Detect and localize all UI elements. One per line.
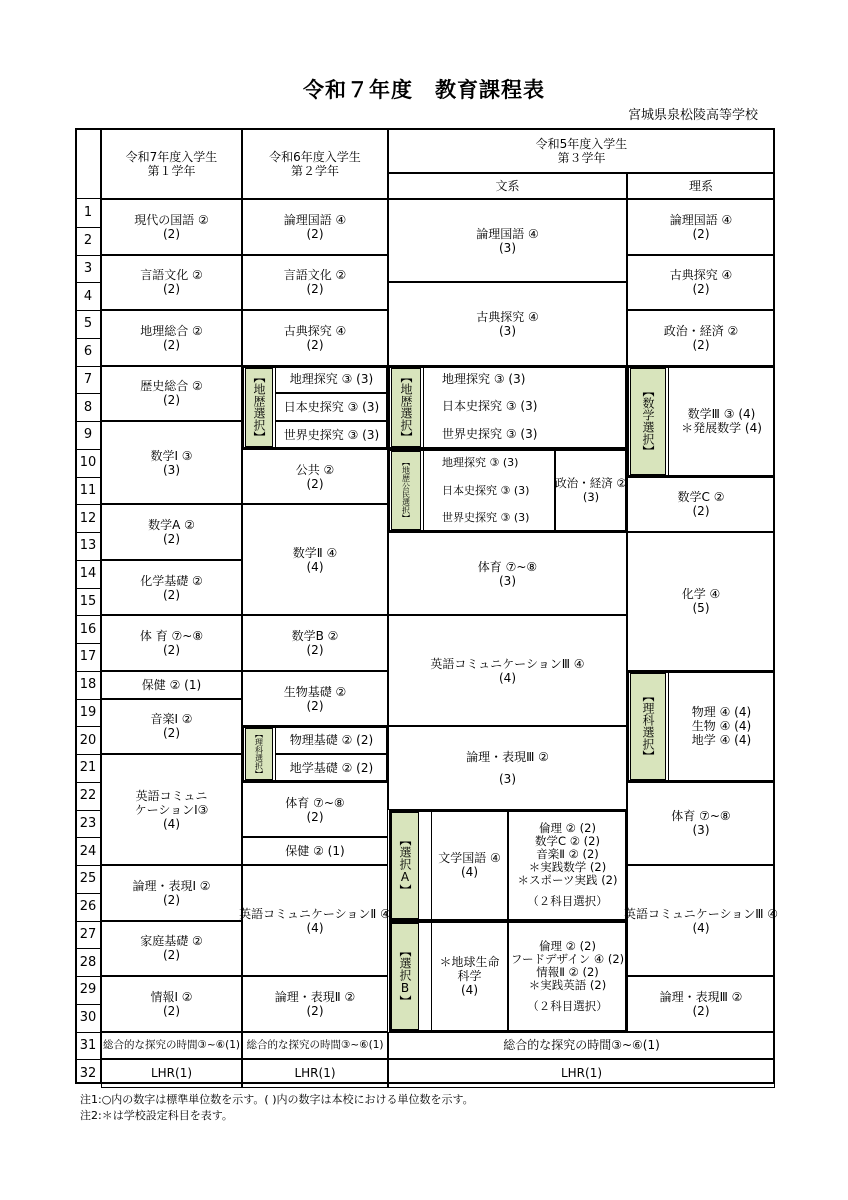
year2-subject <box>242 837 388 865</box>
period-divider <box>75 560 101 561</box>
year1-lhr-line: LHR(1) <box>150 1066 193 1080</box>
year2-chireki-item <box>275 393 388 421</box>
sentaku-b-main <box>431 921 508 1032</box>
bunkei-chirekikomin-box <box>423 449 555 532</box>
sentaku-a-main-line: 文学国語 ④ <box>438 851 501 865</box>
rikei-rika-box <box>668 671 775 782</box>
period-divider <box>75 532 101 533</box>
year1-sogo <box>101 1032 242 1059</box>
rikei-subject-line: 数学C ② <box>677 490 725 505</box>
year2-subject-line: (2) <box>306 476 324 491</box>
notes <box>80 1092 474 1124</box>
period-divider <box>75 393 101 394</box>
year1-subject-line: (2) <box>163 587 180 602</box>
sentaku-a-list-line: 倫理 ② (2) <box>539 821 596 835</box>
period-divider <box>75 699 101 700</box>
year1-subject <box>101 421 242 504</box>
year2-subject-line: (2) <box>306 809 324 824</box>
rikei-rika-box-line: 物理 ④ (4) <box>691 705 752 720</box>
year1-subject <box>101 754 242 865</box>
bunkei-subject <box>388 282 627 365</box>
header-year3-line: 第３学年 <box>557 150 606 165</box>
header-bunkei <box>388 173 627 199</box>
rikei-subject-line: 英語コミュニケーションⅢ ④ <box>623 906 779 921</box>
rikei-subject-line: (2) <box>692 226 710 241</box>
period-number: 9 <box>83 427 93 443</box>
year1-subject-line: 化学基礎 ② <box>140 573 203 588</box>
sentaku-b-main-line: 科学 <box>457 969 482 983</box>
year2-subject <box>242 782 388 838</box>
header-year3 <box>388 128 775 173</box>
sentaku-b-list-line: ＊実践英語 (2) <box>528 977 607 992</box>
header-year1-line: 第１学年 <box>147 163 196 178</box>
year1-subject-line: (3) <box>163 462 180 477</box>
bunkei-chireki-box <box>423 366 627 449</box>
period-divider <box>75 504 101 505</box>
sentaku-a-list <box>508 810 627 921</box>
year2-subject-line: 数学Ⅱ ④ <box>292 545 338 560</box>
bunkei-chireki-tag: 【地歴選択】 <box>391 368 421 447</box>
note-2: 注2:＊は学校設定科目を表す。 <box>80 1109 233 1122</box>
year1-subject-line: (2) <box>163 1003 180 1018</box>
rikei-subject-line: 論理・表現Ⅲ ② <box>659 989 743 1004</box>
year1-subject <box>101 865 242 921</box>
bunkei-subject-line: 体育 ⑦~⑧ <box>477 559 538 574</box>
header-rikei <box>627 173 775 199</box>
year1-subject-line: 現代の国語 ② <box>134 212 209 227</box>
year2-lhr-line: LHR(1) <box>294 1066 336 1080</box>
period-divider <box>75 782 101 783</box>
year2-subject <box>242 615 388 671</box>
period-divider <box>75 1032 101 1033</box>
bunkei-subject <box>388 726 627 809</box>
bunkei-chirekikomin-item: 世界史探究 ③ (3) <box>442 511 530 525</box>
year3-lhr <box>388 1059 775 1088</box>
year1-subject <box>101 921 242 977</box>
rikei-sugaku-box-line: 数学Ⅲ ③ (4) <box>687 407 756 421</box>
year2-subject <box>242 504 388 615</box>
year2-subject <box>242 310 388 366</box>
period-number: 12 <box>79 510 97 526</box>
period-divider <box>75 948 101 949</box>
rikei-subject-line: 政治・経済 ② <box>663 323 739 338</box>
year1-subject-line: 体 育 ⑦~⑧ <box>139 629 204 643</box>
year2-subject <box>242 449 388 505</box>
year1-subject-line: 音楽Ⅰ ② <box>150 712 193 727</box>
period-divider <box>75 477 101 478</box>
period-number: 6 <box>83 344 93 360</box>
year1-subject <box>101 976 242 1032</box>
period-number: 30 <box>79 1010 97 1026</box>
period-divider <box>75 976 101 977</box>
period-divider <box>75 310 101 311</box>
year2-subject-line: 論理国語 ④ <box>283 212 347 227</box>
bunkei-chirekikomin-item: 日本史探究 ③ (3) <box>442 483 530 497</box>
year2-subject-line: 英語コミュニケーションⅡ ④ <box>239 906 391 921</box>
year1-subject-line: (2) <box>163 393 180 408</box>
year2-sogo <box>242 1032 388 1059</box>
rikei-subject <box>627 477 775 533</box>
rikei-subject-line: 化学 ④ <box>681 587 721 602</box>
bunkei-chireki-item: 日本史探究 ③ (3) <box>442 399 538 414</box>
bunkei-subject-line: (3) <box>499 771 516 786</box>
year1-subject <box>101 699 242 755</box>
period-number: 1 <box>83 205 93 221</box>
year2-subject-line: (2) <box>306 1003 324 1018</box>
page-title: 令和７年度 教育課程表 <box>303 78 545 102</box>
sentaku-b-main-line: (4) <box>461 983 478 997</box>
period-number: 18 <box>79 677 97 693</box>
sentaku-b-list-line: 倫理 ② (2) <box>539 938 596 953</box>
year1-subject-line: (2) <box>163 726 180 741</box>
year2-subject-line: 保健 ② (1) <box>285 844 345 859</box>
period-number: 26 <box>79 899 97 915</box>
year1-subject-line: (2) <box>163 226 180 241</box>
period-number: 29 <box>79 982 97 998</box>
year2-subject <box>242 976 388 1032</box>
school-name: 宮城県泉松陵高等学校 <box>627 108 758 123</box>
period-number: 4 <box>83 288 93 304</box>
rikei-subject <box>627 782 775 865</box>
period-number: 16 <box>79 621 97 637</box>
period-divider <box>75 255 101 256</box>
period-divider <box>75 865 101 866</box>
bunkei-subject-line: (4) <box>499 670 516 685</box>
rikei-subject <box>627 255 775 311</box>
period-divider <box>75 1004 101 1005</box>
rikei-subject-line: (2) <box>692 1003 710 1018</box>
year2-subject <box>242 255 388 311</box>
year1-subject-line: (2) <box>163 282 180 297</box>
year2-rika-item <box>275 726 388 754</box>
rikei-subject <box>627 976 775 1032</box>
sentaku-b-list-line: （２科目選択） <box>527 998 608 1013</box>
sentaku-a-list-line: ＊実践数学 (2) <box>528 860 607 874</box>
year2-subject-line: (2) <box>306 226 324 241</box>
header-year2-line: 第２学年 <box>290 163 339 178</box>
year2-subject <box>242 199 388 255</box>
year1-subject <box>101 671 242 699</box>
year2-subject-line: (2) <box>306 337 324 352</box>
year1-subject-line: (2) <box>163 532 180 546</box>
period-number: 13 <box>79 538 97 554</box>
year2-rika-item-line: 物理基礎 ② (2) <box>289 733 374 748</box>
year2-subject <box>239 865 391 976</box>
bunkei-seikei-line: 政治・経済 ② <box>555 476 627 491</box>
header-period <box>75 128 101 199</box>
bunkei-chirekikomin-tag: 【地歴公民選択】 <box>391 451 421 530</box>
period-number: 5 <box>83 316 93 332</box>
sentaku-a-list-line: ＊スポーツ実践 (2) <box>517 873 618 887</box>
year1-sogo-line: 総合的な探究の時間③~⑥(1) <box>103 1039 240 1051</box>
rikei-subject-line: (2) <box>692 282 710 297</box>
year2-subject-line: (2) <box>306 698 324 713</box>
bunkei-subject <box>388 532 627 615</box>
rikei-subject-line: 古典探究 ④ <box>669 268 733 283</box>
year2-rika-item-line: 地学基礎 ② (2) <box>289 760 374 775</box>
rikei-sugaku-box <box>668 366 775 477</box>
rikei-subject-line: (4) <box>692 920 710 935</box>
year2-subject-line: 論理・表現Ⅱ ② <box>274 989 356 1004</box>
bunkei-subject-line: 論理・表現Ⅲ ② <box>466 749 549 764</box>
bunkei-subject-line: 論理国語 ④ <box>476 226 539 241</box>
period-divider <box>75 282 101 283</box>
year2-sogo-line: 総合的な探究の時間③~⑥(1) <box>246 1039 384 1051</box>
year1-subject-line: (2) <box>163 892 180 907</box>
rikei-subject-line: 体育 ⑦~⑧ <box>671 809 731 824</box>
header-year3-line: 令和5年度入学生 <box>535 136 628 151</box>
period-divider <box>75 227 101 228</box>
year1-subject-line: ケーションⅠ③ <box>134 802 209 817</box>
header-year1 <box>101 128 242 199</box>
header-year1-line: 令和7年度入学生 <box>125 149 218 164</box>
period-number: 14 <box>79 566 97 582</box>
period-number: 20 <box>79 732 97 748</box>
bunkei-chireki-item: 地理探究 ③ (3) <box>442 371 526 386</box>
year2-lhr <box>242 1059 388 1088</box>
year1-subject-line: 保健 ② (1) <box>141 677 202 692</box>
period-divider <box>75 643 101 644</box>
year1-subject <box>101 199 242 255</box>
bunkei-subject <box>388 199 627 282</box>
year2-subject-line: (2) <box>306 282 324 297</box>
year2-subject-line: (4) <box>306 920 324 935</box>
year1-subject-line: (2) <box>163 948 180 963</box>
year2-subject-line: 数学B ② <box>291 629 339 643</box>
bunkei-chireki-item: 世界史探究 ③ (3) <box>442 427 538 441</box>
sentaku-b-tag: 【選択B】 <box>391 923 419 1030</box>
rikei-subject-line: (2) <box>692 337 710 352</box>
year1-subject-line: 情報Ⅰ ② <box>150 989 193 1004</box>
year2-chireki-tag: 【地歴選択】 <box>245 368 273 447</box>
year2-subject-line: 生物基礎 ② <box>283 684 347 699</box>
period-divider <box>75 893 101 894</box>
year2-subject-line: (2) <box>306 643 324 657</box>
rikei-rika-box-line: 生物 ④ (4) <box>691 719 752 734</box>
period-number: 19 <box>79 704 97 720</box>
period-number: 3 <box>83 260 93 276</box>
period-divider <box>75 671 101 672</box>
year1-subject-line: 言語文化 ② <box>140 268 203 283</box>
period-number: 28 <box>79 954 97 970</box>
sentaku-b-list <box>508 921 627 1032</box>
year3-sogo-line: 総合的な探究の時間③~⑥(1) <box>503 1038 660 1052</box>
rikei-subject-line: (2) <box>692 504 710 519</box>
year3-lhr-line: LHR(1) <box>560 1066 603 1080</box>
period-divider <box>75 754 101 755</box>
year1-subject-line: (2) <box>163 337 180 352</box>
year1-subject <box>101 366 242 422</box>
bunkei-subject-line: 英語コミュニケーションⅢ ④ <box>430 656 585 671</box>
period-divider <box>75 837 101 838</box>
header-year2 <box>242 128 388 199</box>
rikei-rika-tag: 【理科選択】 <box>630 673 666 780</box>
year2-subject-line: 古典探究 ④ <box>283 323 347 338</box>
year1-subject-line: 論理・表現Ⅰ ② <box>132 878 211 893</box>
header-bunkei-line: 文系 <box>495 179 520 193</box>
header-year2-line: 令和6年度入学生 <box>269 149 361 164</box>
period-divider <box>75 921 101 922</box>
sentaku-b-main-line: ＊地球生命 <box>439 955 500 969</box>
sentaku-b-list-line: 情報Ⅱ ② (2) <box>536 964 599 979</box>
year1-subject-line: 地理総合 ② <box>140 323 203 338</box>
period-number: 11 <box>79 482 97 498</box>
year2-rika-tag: 【理科選択】 <box>245 728 273 780</box>
year2-subject <box>242 671 388 727</box>
sentaku-a-list-line: 数学C ② (2) <box>535 834 600 848</box>
year2-subject-line: 体育 ⑦~⑧ <box>285 795 345 810</box>
period-number: 32 <box>79 1065 97 1081</box>
year2-chireki-item-line: 地理探究 ③ (3) <box>289 372 374 387</box>
period-divider <box>75 449 101 450</box>
bunkei-seikei <box>555 449 627 532</box>
year1-lhr <box>101 1059 242 1088</box>
year3-sogo <box>388 1032 775 1059</box>
rikei-sugaku-tag: 【数学選択】 <box>630 368 666 475</box>
year2-chireki-item-line: 日本史探究 ③ (3) <box>283 400 380 415</box>
bunkei-subject-line: (3) <box>499 240 516 255</box>
period-divider <box>75 588 101 589</box>
year1-subject-line: 数学Ⅰ ③ <box>150 448 193 463</box>
year1-subject-line: (2) <box>163 643 180 657</box>
period-divider <box>75 338 101 339</box>
year1-subject <box>101 560 242 616</box>
period-divider <box>75 421 101 422</box>
bunkei-chirekikomin-item: 地理探究 ③ (3) <box>442 455 519 469</box>
year1-subject-line: 英語コミュニ <box>135 788 208 803</box>
sentaku-a-main-line: (4) <box>461 865 478 879</box>
period-divider <box>75 366 101 367</box>
rikei-subject <box>623 865 779 976</box>
sentaku-a-tag: 【選択A】 <box>391 812 419 919</box>
year1-subject-line: (4) <box>163 816 180 831</box>
period-number: 25 <box>79 871 97 887</box>
period-number: 7 <box>83 371 93 387</box>
period-number: 27 <box>79 926 97 942</box>
rikei-subject <box>627 199 775 255</box>
sentaku-a-list-line: 音楽Ⅱ ② (2) <box>536 847 599 861</box>
rikei-rika-box-line: 地学 ④ (4) <box>691 733 752 748</box>
bunkei-seikei-line: (3) <box>582 490 600 505</box>
year1-subject-line: 家庭基礎 ② <box>140 934 203 949</box>
period-divider <box>75 1059 101 1060</box>
year2-chireki-item <box>275 366 388 394</box>
period-number: 21 <box>79 760 97 776</box>
year1-subject <box>101 255 242 311</box>
period-number: 24 <box>79 843 97 859</box>
sentaku-b-list-line: フードデザイン ④ (2) <box>510 951 625 966</box>
year1-subject-line: 数学A ② <box>148 518 195 532</box>
period-divider <box>75 726 101 727</box>
note-1: 注1:○内の数字は標準単位数を示す。( )内の数字は本校における単位数を示す。 <box>80 1093 474 1106</box>
bunkei-subject-line: (3) <box>499 323 516 338</box>
rikei-subject <box>627 532 775 671</box>
year2-chireki-item-line: 世界史探究 ③ (3) <box>283 427 380 442</box>
bunkei-subject-line: (3) <box>499 573 516 588</box>
bunkei-subject-line: 古典探究 ④ <box>476 309 539 324</box>
year1-subject <box>101 504 242 560</box>
period-number: 17 <box>79 649 97 665</box>
period-divider <box>75 615 101 616</box>
bunkei-subject-line <box>506 764 510 772</box>
rikei-subject-line: (5) <box>692 601 710 616</box>
year1-subject <box>101 310 242 366</box>
period-number: 15 <box>79 593 97 609</box>
period-number: 10 <box>79 455 97 471</box>
sentaku-a-list-line: （２科目選択） <box>527 894 608 908</box>
rikei-subject-line: 論理国語 ④ <box>669 212 733 227</box>
period-number: 31 <box>79 1037 97 1053</box>
header-rikei-line: 理系 <box>688 179 713 193</box>
sentaku-a-main <box>431 810 508 921</box>
year1-subject-line: 歴史総合 ② <box>140 379 203 394</box>
rikei-subject-line: (3) <box>692 823 710 838</box>
year2-subject-line: 公共 ② <box>295 462 335 477</box>
period-number: 22 <box>79 788 97 804</box>
year2-subject-line: (4) <box>306 559 324 574</box>
rikei-sugaku-box-line: ＊発展数学 (4) <box>681 421 762 435</box>
bunkei-subject <box>388 615 627 726</box>
year1-subject <box>101 615 242 671</box>
rikei-subject <box>627 310 775 366</box>
period-number: 8 <box>83 399 93 415</box>
period-number: 2 <box>83 233 93 249</box>
year2-subject-line: 言語文化 ② <box>283 268 347 283</box>
period-number: 23 <box>79 815 97 831</box>
period-divider <box>75 810 101 811</box>
year2-rika-item <box>275 754 388 782</box>
year2-chireki-item <box>275 421 388 449</box>
